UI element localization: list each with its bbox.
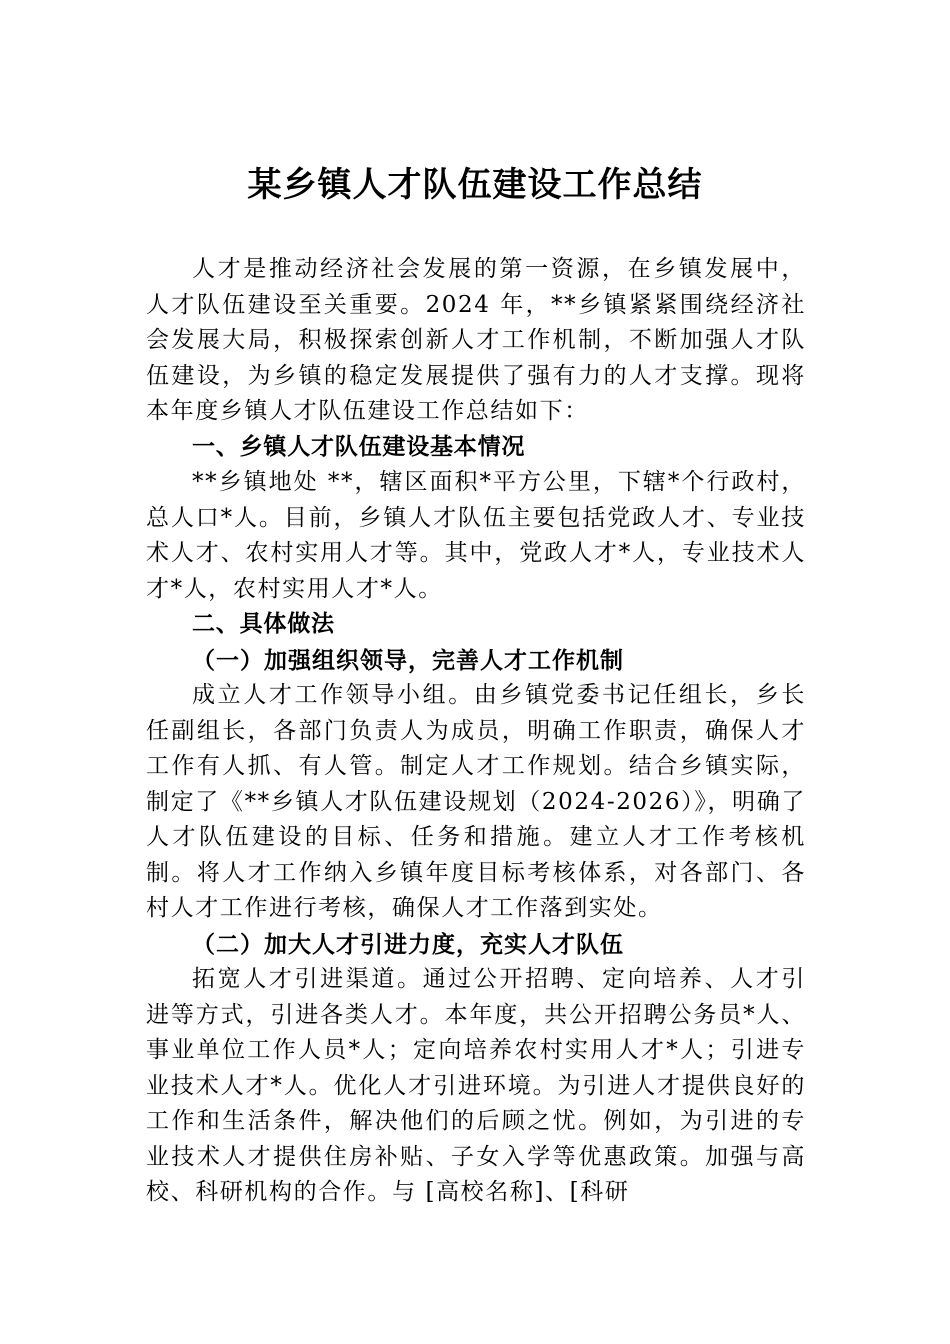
subsection-heading-talent-introduction: （二）加大人才引进力度，充实人才队伍 [192,930,624,958]
section-heading-specific-measures: 二、具体做法 [192,611,335,637]
document-title: 某乡镇人才队伍建设工作总结 [247,165,703,205]
document-body [146,252,806,1211]
subsection-heading-organization: （一）加强组织领导，完善人才工作机制 [192,646,624,674]
organization-paragraph: 成立人才工作领导小组。由乡镇党委书记任组长，乡长任副组长，各部门负责人为成员，明确工作职责，确保人才工作有人抓、有人管。制定人才工作规划。结合乡镇实际，制定了《**乡镇人才队伍建设规划（2024-2026）》，明确了人才队伍建设的目标、任务和措施。建立人才工作考核机制。将人才工作纳入乡镇年度目标考核体系，对各部门、各村人才工作进行考核，确保人才工作落到实处。 [146,682,806,921]
intro-paragraph: 人才是推动经济社会发展的第一资源，在乡镇发展中，人才队伍建设至关重要。2024 年，**乡镇紧紧围绕经济社会发展大局，积极探索创新人才工作机制，不断加强人才队伍建设，为乡镇的稳定发展提供了强有力的人才支撑。现将本年度乡镇人才队伍建设工作总结如下： [146,256,806,424]
talent-introduction-paragraph: 拓宽人才引进渠道。通过公开招聘、定向培养、人才引进等方式，引进各类人才。本年度，共公开招聘公务员*人、事业单位工作人员*人；定向培养农村实用人才*人；引进专业技术人才*人。优化人才引进环境。为引进人才提供良好的工作和生活条件，解决他们的后顾之忧。例如，为引进的专业技术人才提供住房补贴、子女入学等优惠政策。加强与高校、科研机构的合作。与 [高校名称]、[科研 [146,966,806,1205]
section-heading-basic-situation: 一、乡镇人才队伍建设基本情况 [192,433,526,460]
basic-situation-paragraph: **乡镇地处 **，辖区面积*平方公里，下辖*个行政村，总人口*人。目前，乡镇人才队伍主要包括党政人才、专业技术人才、农村实用人才等。其中，党政人才*人，专业技术人才*人，农村实用人才*人。 [146,469,806,602]
